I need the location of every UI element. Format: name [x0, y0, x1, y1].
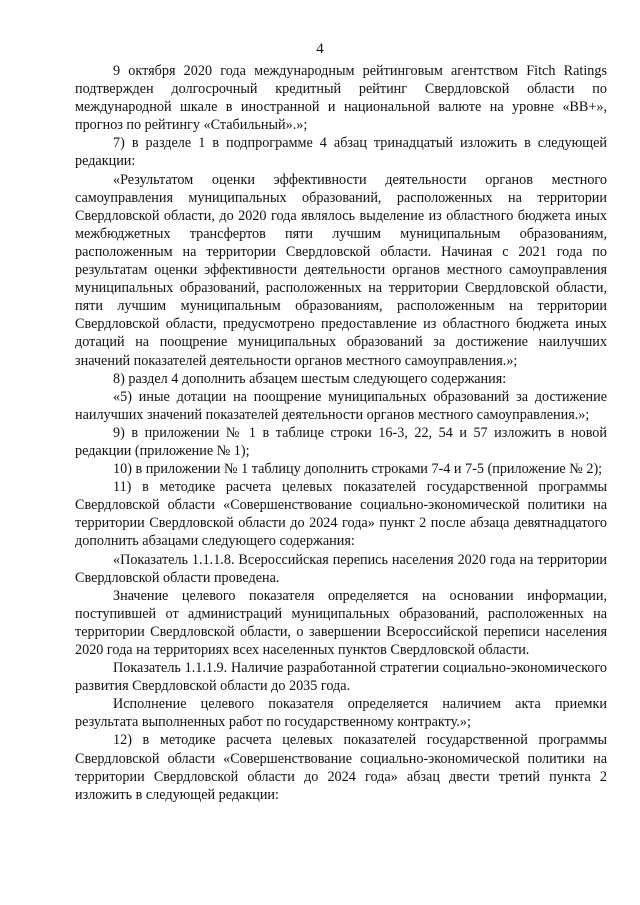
document-body: [75, 62, 607, 804]
paragraph-item-7: 7) в разделе 1 в подпрограмме 4 абзац тринадцатый изложить в следующей редакции:: [75, 135, 607, 170]
paragraph-rating: 9 октября 2020 года международным рейтинговым агентством Fitch Ratings подтвержден долгосрочный кредитный рейтинг Свердловской области по международной шкале в иностранной и национальной валюте на уровне «BB+», прогноз по рейтингу «Стабильный».»;: [75, 63, 607, 134]
paragraph-indicator-1118: «Показатель 1.1.1.8. Всероссийская перепись населения 2020 года на территории Свердловской области проведена.: [75, 551, 607, 586]
paragraph-evaluation-result: «Результатом оценки эффективности деятельности органов местного самоуправления муниципальных образований, расположенных на территории Свердловской области, до 2020 года являлось выделение из областного бюджета иных межбюджетных трансфертов пяти лучшим муниципальным образованиям, расположенным на территории Свердловской области. Начиная с 2021 года по результатам оценки эффективности деятельности органов местного самоуправления муниципальных образований, расположенных на территории Свердловской области, пяти лучшим муниципальным образованиям, расположенным на территории Свердловской области, предусмотрено предоставление из областного бюджета иных дотаций на поощрение муниципальных образований за достижение наилучших значений показателей деятельности органов местного самоуправления.»;: [75, 171, 607, 369]
paragraph-indicator-execution: Исполнение целевого показателя определяется наличием акта приемки результата выполненных работ по государственному контракту.»;: [75, 696, 607, 731]
page-number: 4: [316, 41, 324, 57]
paragraph-item-9: 9) в приложении № 1 в таблице строки 16-3, 22, 54 и 57 изложить в новой редакции (приложение № 1);: [75, 424, 607, 459]
paragraph-item-11: 11) в методике расчета целевых показателей государственной программы Свердловской области «Совершенствование социально-экономической политики на территории Свердловской области до 2024 года» пункт 2 после абзаца девятнадцатого дополнить абзацами следующего содержания:: [75, 479, 607, 550]
paragraph-indicator-value: Значение целевого показателя определяется на основании информации, поступившей от администраций муниципальных образований, расположенных на территории Свердловской области, о завершении Всероссийской переписи населения 2020 года на территориях всех населенных пунктов Свердловской области.: [75, 587, 607, 658]
paragraph-item-8: 8) раздел 4 дополнить абзацем шестым следующего содержания:: [113, 370, 507, 387]
paragraph-indicator-1119: Показатель 1.1.1.9. Наличие разработанной стратегии социально-экономического развития Свердловской области до 2035 года.: [75, 660, 607, 695]
paragraph-item-12: 12) в методике расчета целевых показателей государственной программы Свердловской области «Совершенствование социально-экономической политики на территории Свердловской области до 2024 года» абзац двести третий пункта 2 изложить в следующей редакции:: [75, 732, 607, 803]
paragraph-item-10: 10) в приложении № 1 таблицу дополнить строками 7-4 и 7-5 (приложение № 2);: [113, 461, 603, 478]
paragraph-subsidies: «5) иные дотации на поощрение муниципальных образований за достижение наилучших значений показателей деятельности органов местного самоуправления.»;: [75, 388, 607, 423]
